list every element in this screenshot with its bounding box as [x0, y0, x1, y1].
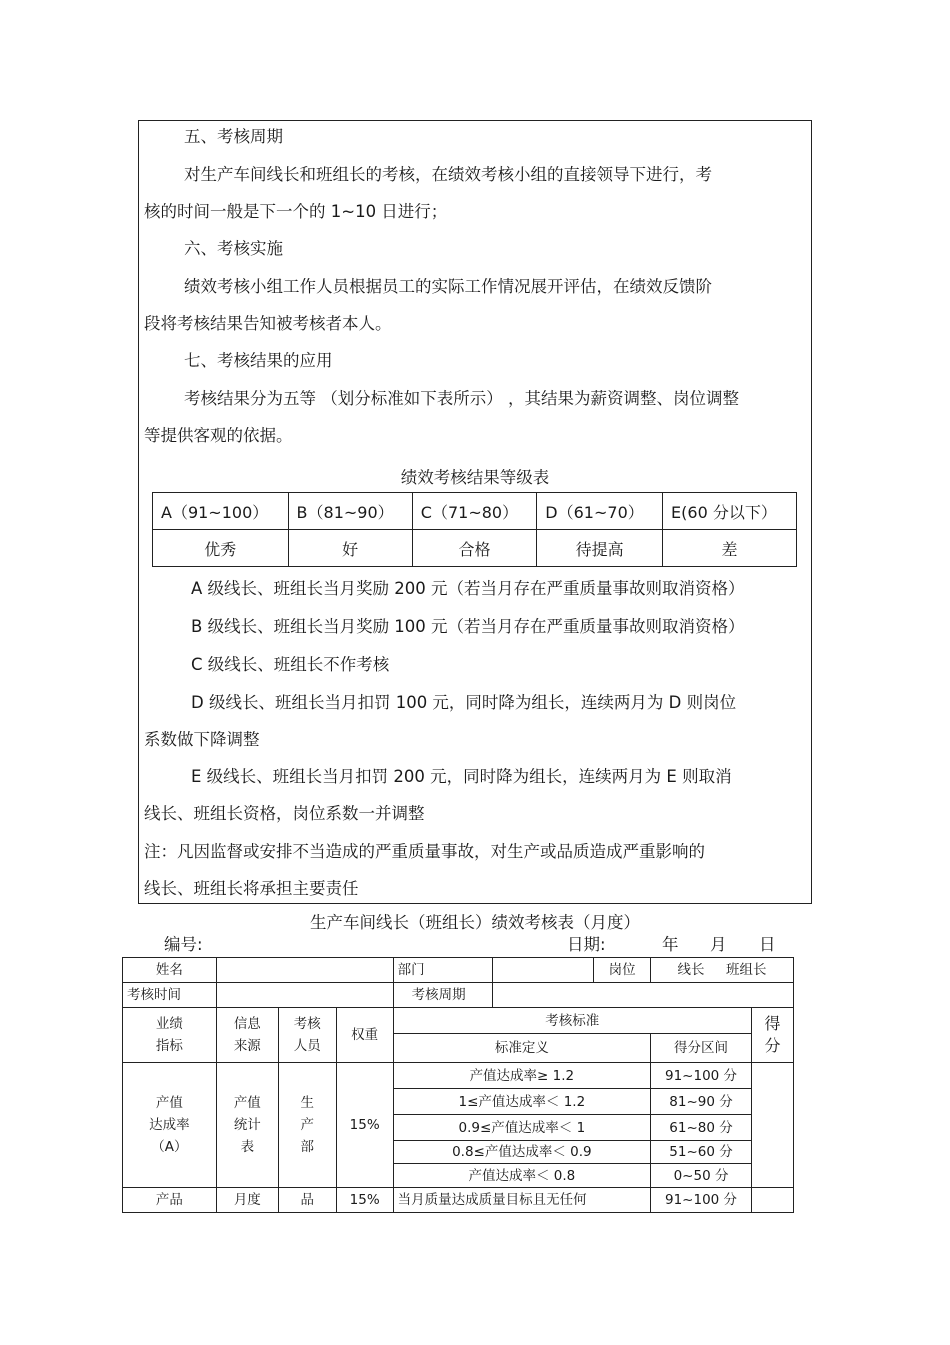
header-definition: 标准定义	[393, 1034, 650, 1063]
criterion-range: 91~100 分	[651, 1063, 752, 1089]
eval-table	[122, 957, 794, 1213]
section-7-line-1: 考核结果分为五等 （划分标准如下表所示） ，其结果为薪资调整、岗位调整	[184, 389, 739, 408]
grade-cell: D（61~70）	[537, 493, 663, 530]
period-time-label: 考核时间	[123, 983, 217, 1008]
header-source: 信息 来源	[216, 1008, 278, 1063]
section-5-title: 五、考核周期	[184, 127, 283, 146]
period-time-value[interactable]	[216, 983, 393, 1008]
grade-cell: A（91~100）	[153, 493, 289, 530]
section-6-line-1: 绩效考核小组工作人员根据员工的实际工作情况展开评估，在绩效反馈阶	[184, 277, 712, 296]
rating-cell: 好	[288, 530, 412, 567]
name-value[interactable]	[216, 958, 393, 983]
criterion-definition: 当月质量达成质量目标且无任何	[393, 1188, 650, 1213]
year-label: 年	[662, 935, 679, 954]
rating-cell: 待提高	[537, 530, 663, 567]
table-row	[123, 1063, 794, 1089]
rule-d-line-2: 系数做下降调整	[144, 730, 260, 749]
grade-table	[152, 492, 797, 567]
rule-c: C 级线长、班组长不作考核	[191, 655, 390, 674]
name-label: 姓名	[123, 958, 217, 983]
score-value[interactable]	[751, 1188, 793, 1213]
header-range: 得分区间	[651, 1034, 752, 1063]
rule-e-line-1: E 级线长、班组长当月扣罚 200 元，同时降为组长，连续两月为 E 则取消	[191, 767, 732, 786]
rule-d-line-1: D 级线长、班组长当月扣罚 100 元，同时降为组长，连续两月为 D 则岗位	[191, 693, 737, 712]
number-label: 编号:	[164, 935, 203, 954]
eval-form-title: 生产车间线长（班组长）绩效考核表（月度）	[310, 913, 640, 932]
weight-output-rate: 15%	[336, 1063, 393, 1188]
month-label: 月	[710, 935, 727, 954]
section-5-line-1: 对生产车间线长和班组长的考核，在绩效考核小组的直接领导下进行，考	[184, 165, 712, 184]
grade-table-caption: 绩效考核结果等级表	[400, 468, 550, 487]
header-metric: 业绩 指标	[123, 1008, 217, 1063]
section-6-title: 六、考核实施	[184, 239, 283, 258]
header-assessor: 考核 人员	[278, 1008, 336, 1063]
header-standard: 考核标准	[393, 1008, 751, 1034]
criterion-definition: 产值达成率＜ 0.8	[393, 1164, 650, 1188]
period-value[interactable]	[493, 983, 794, 1008]
period-label: 考核周期	[393, 983, 493, 1008]
table-row	[123, 1008, 794, 1034]
rule-e-line-2: 线长、班组长资格，岗位系数一并调整	[144, 804, 425, 823]
rule-a: A 级线长、班组长当月奖励 200 元（若当月存在严重质量事故则取消资格）	[191, 579, 745, 598]
criterion-definition: 0.8≤产值达成率＜ 0.9	[393, 1141, 650, 1164]
assessor-quality: 品	[278, 1188, 336, 1213]
metric-output-rate: 产值 达成率 （A）	[123, 1063, 217, 1188]
score-value[interactable]	[751, 1063, 793, 1188]
section-6-line-2: 段将考核结果告知被考核者本人。	[144, 314, 392, 333]
rating-cell: 优秀	[153, 530, 289, 567]
source-monthly: 月度	[216, 1188, 278, 1213]
rating-row	[153, 530, 797, 567]
header-weight: 权重	[336, 1008, 393, 1063]
post-value: 线长 班组长	[651, 958, 794, 983]
rating-cell: 差	[663, 530, 797, 567]
note-line-2: 线长、班组长将承担主要责任	[144, 879, 359, 898]
metric-product: 产品	[123, 1188, 217, 1213]
weight-product: 15%	[336, 1188, 393, 1213]
grade-cell: C（71~80）	[412, 493, 537, 530]
source-output-stats: 产值 统计 表	[216, 1063, 278, 1188]
post-label: 岗位	[594, 958, 651, 983]
section-7-line-2: 等提供客观的依据。	[144, 426, 293, 445]
rating-cell: 合格	[412, 530, 537, 567]
criterion-definition: 产值达成率≥ 1.2	[393, 1063, 650, 1089]
criterion-range: 81~90 分	[651, 1089, 752, 1115]
grade-cell: B（81~90）	[288, 493, 412, 530]
assessor-production: 生 产 部	[278, 1063, 336, 1188]
criterion-definition: 1≤产值达成率＜ 1.2	[393, 1089, 650, 1115]
dept-value[interactable]	[493, 958, 594, 983]
criterion-range: 91~100 分	[651, 1188, 752, 1213]
dept-label: 部门	[393, 958, 493, 983]
rule-b: B 级线长、班组长当月奖励 100 元（若当月存在严重质量事故则取消资格）	[191, 617, 745, 636]
table-row	[123, 983, 794, 1008]
header-score: 得 分	[751, 1008, 793, 1063]
note-line-1: 注：凡因监督或安排不当造成的严重质量事故，对生产或品质造成严重影响的	[144, 842, 705, 861]
grade-cell: E(60 分以下）	[663, 493, 797, 530]
section-5-line-2: 核的时间一般是下一个的 1~10 日进行；	[144, 202, 448, 221]
table-row	[123, 1188, 794, 1213]
criterion-definition: 0.9≤产值达成率＜ 1	[393, 1115, 650, 1141]
criterion-range: 61~80 分	[651, 1115, 752, 1141]
date-label: 日期:	[567, 935, 606, 954]
criterion-range: 51~60 分	[651, 1141, 752, 1164]
day-label: 日	[759, 935, 776, 954]
table-row	[123, 958, 794, 983]
grade-row	[153, 493, 797, 530]
section-7-title: 七、考核结果的应用	[184, 351, 333, 370]
criterion-range: 0~50 分	[651, 1164, 752, 1188]
